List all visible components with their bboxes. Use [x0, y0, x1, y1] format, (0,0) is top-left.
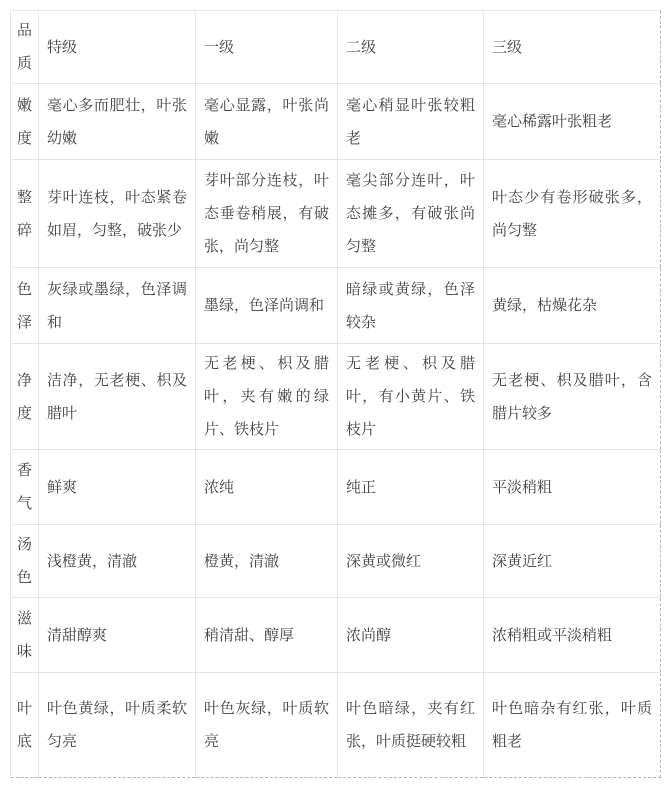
quality-cell: 毫心稀露叶张粗老 — [484, 84, 661, 160]
quality-cell: 叶色黄绿，叶质柔软匀亮 — [39, 673, 196, 778]
quality-cell: 深黄近红 — [484, 525, 661, 598]
table-row-infused-leaves — [11, 673, 661, 778]
tea-grade-quality-table — [10, 10, 661, 778]
table-row-cleanliness — [11, 344, 661, 450]
row-label-cell: 香气 — [11, 450, 39, 525]
quality-cell: 洁净，无老梗、枳及腊叶 — [39, 344, 196, 450]
quality-cell: 浓尚醇 — [338, 598, 484, 673]
header-grade-third: 三级 — [484, 11, 661, 84]
quality-cell: 毫心多而肥壮，叶张幼嫩 — [39, 84, 196, 160]
row-label-cell: 汤色 — [11, 525, 39, 598]
quality-cell: 毫心显露，叶张尚嫩 — [196, 84, 338, 160]
quality-cell: 叶色灰绿，叶质软亮 — [196, 673, 338, 778]
quality-cell: 黄绿，枯燥花杂 — [484, 268, 661, 344]
header-grade-first: 一级 — [196, 11, 338, 84]
quality-cell: 芽叶连枝，叶态紧卷如眉，匀整，破张少 — [39, 160, 196, 268]
quality-cell: 灰绿或墨绿，色泽调和 — [39, 268, 196, 344]
header-quality-label: 品质 — [11, 11, 39, 84]
quality-cell: 墨绿，色泽尚调和 — [196, 268, 338, 344]
quality-cell: 稍清甜、醇厚 — [196, 598, 338, 673]
row-label-cell: 嫩度 — [11, 84, 39, 160]
table-row-liquor-color — [11, 525, 661, 598]
quality-cell: 叶态少有卷形破张多，尚匀整 — [484, 160, 661, 268]
quality-cell: 无老梗、枳及腊叶，有小黄片、铁枝片 — [338, 344, 484, 450]
table-row-taste — [11, 598, 661, 673]
row-label-cell: 滋味 — [11, 598, 39, 673]
table-row-tenderness — [11, 84, 661, 160]
quality-cell: 浅橙黄，清澈 — [39, 525, 196, 598]
row-label-cell: 色泽 — [11, 268, 39, 344]
quality-cell: 毫心稍显叶张较粗老 — [338, 84, 484, 160]
table-row-wholeness — [11, 160, 661, 268]
quality-cell: 平淡稍粗 — [484, 450, 661, 525]
row-label-cell: 整碎 — [11, 160, 39, 268]
header-grade-special: 特级 — [39, 11, 196, 84]
quality-cell: 无老梗、枳及腊叶，夹有嫩的绿片、铁枝片 — [196, 344, 338, 450]
quality-cell: 浓纯 — [196, 450, 338, 525]
quality-cell: 纯正 — [338, 450, 484, 525]
quality-cell: 无老梗、枳及腊叶，含腊片较多 — [484, 344, 661, 450]
quality-cell: 芽叶部分连枝，叶态垂卷稍展，有破张，尚匀整 — [196, 160, 338, 268]
quality-cell: 叶色暗杂有红张，叶质粗老 — [484, 673, 661, 778]
table-row-aroma — [11, 450, 661, 525]
quality-cell: 深黄或微红 — [338, 525, 484, 598]
row-label-cell: 净度 — [11, 344, 39, 450]
quality-cell: 鲜爽 — [39, 450, 196, 525]
table-row-color-luster — [11, 268, 661, 344]
quality-cell: 清甜醇爽 — [39, 598, 196, 673]
header-grade-second: 二级 — [338, 11, 484, 84]
header-row — [11, 11, 661, 84]
quality-cell: 叶色暗绿，夹有红张，叶质挺硬较粗 — [338, 673, 484, 778]
quality-cell: 浓稍粗或平淡稍粗 — [484, 598, 661, 673]
quality-cell: 橙黄，清澈 — [196, 525, 338, 598]
quality-cell: 毫尖部分连叶，叶态摊多，有破张尚匀整 — [338, 160, 484, 268]
quality-cell: 暗绿或黄绿，色泽较杂 — [338, 268, 484, 344]
row-label-cell: 叶底 — [11, 673, 39, 778]
